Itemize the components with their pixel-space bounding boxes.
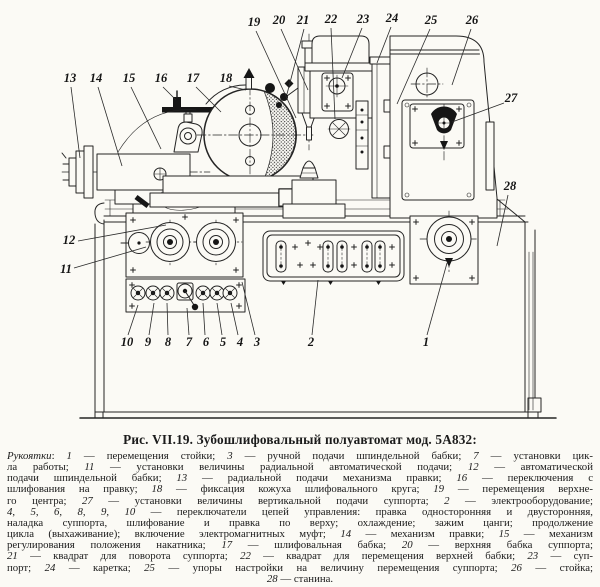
caption-line: 4, 5, 6, 8, 9, 10 — переключатели цепей управления: правка односторонняя и двусторонняя, (7, 505, 593, 518)
front-control-panel (121, 213, 245, 312)
caption-line: порт; 24 — каретка; 25 — упоры настройки на величину перемещения суппорта; 26 — стойка; (7, 561, 594, 574)
callout-5: 5 (219, 335, 227, 349)
callout-2: 2 (307, 335, 315, 349)
callout-16: 16 (154, 71, 168, 85)
figure-caption (0, 451, 600, 585)
caption-line: го центра; 27 — установки величины вертикальной подачи суппорта; 2 — электрооборудование; (7, 494, 593, 507)
callout-1: 1 (422, 335, 430, 349)
workpiece-center (300, 161, 318, 178)
caption-line: цикла (выхаживание); включение электромагнитных муфт; 14 — механизм правки; 15 — механизм (7, 528, 593, 541)
callout-8: 8 (164, 335, 172, 349)
callout-10: 10 (120, 335, 134, 349)
callout-21: 21 (296, 13, 310, 27)
callout-20: 20 (272, 13, 286, 27)
caption-line: наладка суппорта, шлифование и правка по верху; охлаждение; зажим цанги; продолжение (7, 516, 593, 529)
callout-14: 14 (89, 71, 103, 85)
caption-line: 21 — квадрат для поворота суппорта; 22 — квадрат для перемещения верхней бабки; 23 — суп- (7, 550, 593, 563)
callout-12: 12 (62, 233, 76, 247)
caption-line: регулирования положения накатника; 17 — шлифовальная бабка; 20 — верхняя бабка суппорта; (7, 539, 594, 552)
caption-line: Рукоятки: 1 — перемещения стойки; 3 — ручной подачи шпиндельной бабки; 7 — установки цик- (7, 450, 593, 462)
callout-15: 15 (122, 71, 136, 85)
callout-3: 3 (253, 335, 261, 349)
callout-25: 25 (424, 13, 438, 27)
callout-18: 18 (219, 71, 233, 85)
caption-line: ла работы; 11 — установки величины радиальной автоматической подачи; 12 — автоматической (7, 461, 593, 474)
callout-7: 7 (185, 335, 193, 349)
grinding-wheel (197, 68, 313, 188)
caption-line: подачи шпиндельной бабки; 13 — радиальной подачи механизма правки; 16 — переключения с (7, 472, 593, 485)
callout-22: 22 (324, 12, 338, 26)
vertical-feed-panel (402, 100, 474, 200)
callout-6: 6 (202, 335, 210, 349)
callout-9: 9 (144, 335, 152, 349)
callout-13: 13 (63, 71, 77, 85)
callout-26: 26 (465, 13, 479, 27)
electrical-panel (263, 231, 404, 285)
figure-title: Рис. VII.19. Зубошлифовальный полуавтомат мод. 5А832: (123, 432, 477, 447)
caption-line: 28 — станина. (266, 572, 334, 585)
callout-24: 24 (385, 11, 399, 25)
callout-4: 4 (236, 335, 244, 349)
caption-line: шлифования на правку; 18 — фиксация кожуха шлифовального круга; 19 — перемещения верхне- (7, 483, 593, 496)
callout-11: 11 (60, 262, 72, 276)
callout-23: 23 (356, 12, 370, 26)
callout-28: 28 (503, 179, 517, 193)
callout-27: 27 (504, 91, 518, 105)
callout-19: 19 (247, 15, 261, 29)
callout-17: 17 (186, 71, 200, 85)
